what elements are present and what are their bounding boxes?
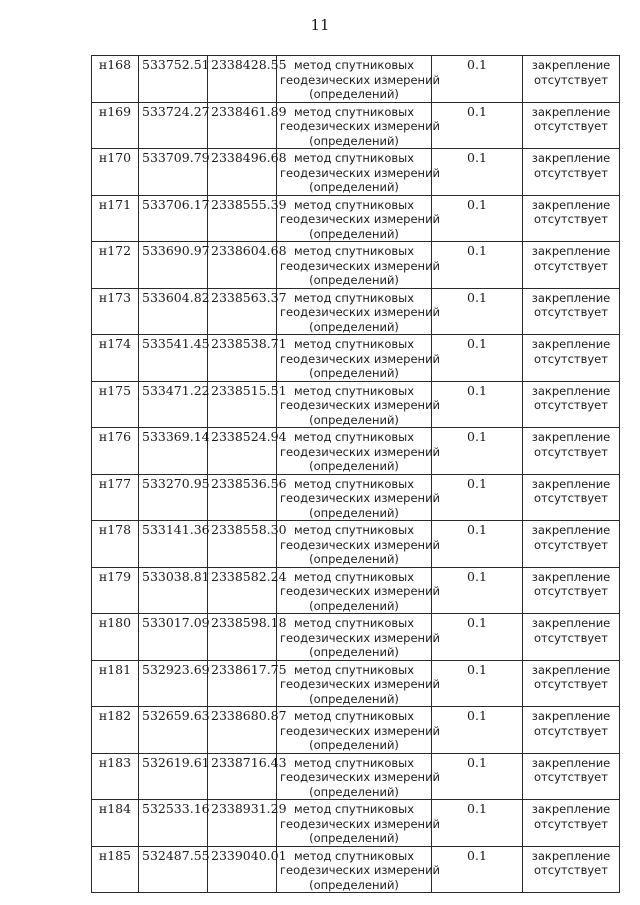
- fixation-line: отсутствует: [534, 119, 608, 133]
- point-id-cell: н171: [92, 195, 139, 242]
- method-line: (определений): [309, 645, 399, 659]
- page-number: 11: [310, 16, 330, 34]
- y-coordinate-cell: 2338496.68: [208, 149, 277, 196]
- method-line: геодезических измерений: [280, 165, 441, 180]
- coordinates-table-body: [92, 56, 620, 893]
- method-line: геодезических измерений: [280, 491, 441, 505]
- x-coordinate-cell: 533038.81: [139, 567, 208, 614]
- method-line: (определений): [309, 87, 399, 101]
- method-line: метод спутниковых: [293, 430, 415, 444]
- fixation-line: закрепление: [531, 662, 611, 677]
- point-id-cell: н182: [92, 707, 139, 754]
- table-row: [92, 242, 620, 289]
- point-id-cell: н179: [92, 567, 139, 614]
- method-line: (определений): [309, 598, 399, 613]
- method-line: метод спутниковых: [293, 244, 415, 258]
- accuracy-cell: 0.1: [432, 521, 523, 568]
- method-line: метод спутниковых: [293, 290, 415, 305]
- y-coordinate-cell: 2338536.56: [208, 474, 277, 521]
- method-line: метод спутниковых: [293, 523, 415, 537]
- fixation-line: закрепление: [531, 337, 611, 351]
- method-line: геодезических измерений: [280, 444, 441, 459]
- accuracy-cell: 0.1: [432, 707, 523, 754]
- table-row: [92, 56, 620, 103]
- y-coordinate-cell: 2338461.89: [208, 102, 277, 149]
- method-line: метод спутниковых: [293, 709, 415, 723]
- method-line: геодезических измерений: [280, 537, 441, 552]
- method-cell: [277, 753, 441, 800]
- point-id-cell: н184: [92, 800, 139, 847]
- method-line: метод спутниковых: [293, 755, 415, 770]
- coordinates-table: [91, 55, 620, 893]
- fixation-line: отсутствует: [534, 258, 608, 273]
- method-line: (определений): [309, 784, 399, 799]
- fixation-cell: [523, 56, 620, 103]
- fixation-cell: [523, 707, 620, 754]
- accuracy-cell: 0.1: [432, 288, 523, 335]
- fixation-line: отсутствует: [534, 72, 608, 87]
- fixation-cell: [523, 335, 620, 382]
- point-id-cell: н178: [92, 521, 139, 568]
- method-cell: [277, 102, 441, 149]
- point-id-cell: н185: [92, 846, 139, 893]
- fixation-cell: [523, 381, 620, 428]
- fixation-line: закрепление: [531, 569, 611, 584]
- fixation-cell: [523, 102, 620, 149]
- fixation-line: отсутствует: [534, 491, 608, 505]
- table-row: [92, 381, 620, 428]
- method-cell: [277, 614, 441, 661]
- fixation-line: закрепление: [531, 523, 611, 537]
- table-row: [92, 660, 620, 707]
- method-line: геодезических измерений: [280, 305, 441, 319]
- fixation-cell: [523, 428, 620, 475]
- method-line: (определений): [309, 877, 399, 892]
- accuracy-cell: 0.1: [432, 56, 523, 103]
- fixation-line: отсутствует: [534, 165, 608, 180]
- method-cell: [277, 335, 441, 382]
- table-row: [92, 102, 620, 149]
- point-id-cell: н183: [92, 753, 139, 800]
- method-cell: [277, 800, 441, 847]
- x-coordinate-cell: 533471.22: [139, 381, 208, 428]
- method-line: метод спутниковых: [293, 197, 415, 212]
- fixation-line: закрепление: [531, 755, 611, 770]
- fixation-cell: [523, 660, 620, 707]
- x-coordinate-cell: 532487.55: [139, 846, 208, 893]
- method-cell: [277, 521, 441, 568]
- x-coordinate-cell: 533541.45: [139, 335, 208, 382]
- y-coordinate-cell: 2338558.30: [208, 521, 277, 568]
- method-line: (определений): [309, 180, 399, 194]
- point-id-cell: н170: [92, 149, 139, 196]
- accuracy-cell: 0.1: [432, 800, 523, 847]
- y-coordinate-cell: 2338538.71: [208, 335, 277, 382]
- fixation-cell: [523, 521, 620, 568]
- x-coordinate-cell: 532659.63: [139, 707, 208, 754]
- method-line: метод спутниковых: [293, 104, 415, 119]
- fixation-line: отсутствует: [534, 398, 608, 412]
- point-id-cell: н176: [92, 428, 139, 475]
- method-line: метод спутниковых: [293, 662, 415, 677]
- accuracy-cell: 0.1: [432, 753, 523, 800]
- point-id-cell: н168: [92, 56, 139, 103]
- method-cell: [277, 567, 441, 614]
- fixation-line: отсутствует: [534, 305, 608, 319]
- method-line: (определений): [309, 319, 399, 334]
- method-line: геодезических измерений: [280, 630, 441, 645]
- point-id-cell: н169: [92, 102, 139, 149]
- table-row: [92, 521, 620, 568]
- x-coordinate-cell: 533709.79: [139, 149, 208, 196]
- fixation-line: отсутствует: [534, 770, 608, 784]
- table-row: [92, 707, 620, 754]
- method-line: геодезических измерений: [280, 119, 441, 133]
- fixation-cell: [523, 800, 620, 847]
- fixation-line: отсутствует: [534, 537, 608, 552]
- fixation-line: закрепление: [531, 104, 611, 119]
- table-row: [92, 846, 620, 893]
- fixation-line: закрепление: [531, 848, 611, 863]
- accuracy-cell: 0.1: [432, 149, 523, 196]
- method-line: геодезических измерений: [280, 351, 441, 366]
- y-coordinate-cell: 2338931.29: [208, 800, 277, 847]
- y-coordinate-cell: 2338716.43: [208, 753, 277, 800]
- x-coordinate-cell: 532619.61: [139, 753, 208, 800]
- fixation-line: отсутствует: [534, 351, 608, 366]
- method-line: (определений): [309, 459, 399, 473]
- method-line: геодезических измерений: [280, 816, 441, 831]
- accuracy-cell: 0.1: [432, 660, 523, 707]
- method-line: (определений): [309, 505, 399, 520]
- y-coordinate-cell: 2338563.37: [208, 288, 277, 335]
- method-cell: [277, 428, 441, 475]
- fixation-line: отсутствует: [534, 677, 608, 691]
- y-coordinate-cell: 2338582.24: [208, 567, 277, 614]
- accuracy-cell: 0.1: [432, 242, 523, 289]
- method-line: геодезических измерений: [280, 770, 441, 784]
- fixation-line: отсутствует: [534, 863, 608, 877]
- fixation-line: закрепление: [531, 616, 611, 630]
- accuracy-cell: 0.1: [432, 381, 523, 428]
- method-line: геодезических измерений: [280, 212, 441, 226]
- x-coordinate-cell: 533017.09: [139, 614, 208, 661]
- accuracy-cell: 0.1: [432, 195, 523, 242]
- y-coordinate-cell: 2338515.51: [208, 381, 277, 428]
- method-line: метод спутниковых: [293, 151, 415, 165]
- table-row: [92, 800, 620, 847]
- y-coordinate-cell: 2338555.39: [208, 195, 277, 242]
- fixation-line: закрепление: [531, 197, 611, 212]
- method-line: геодезических измерений: [280, 398, 441, 412]
- fixation-line: отсутствует: [534, 212, 608, 226]
- method-line: (определений): [309, 552, 399, 566]
- point-id-cell: н180: [92, 614, 139, 661]
- table-row: [92, 753, 620, 800]
- y-coordinate-cell: 2338524.94: [208, 428, 277, 475]
- method-cell: [277, 381, 441, 428]
- fixation-line: закрепление: [531, 151, 611, 165]
- method-line: геодезических измерений: [280, 723, 441, 738]
- fixation-line: закрепление: [531, 290, 611, 305]
- point-id-cell: н175: [92, 381, 139, 428]
- x-coordinate-cell: 533724.27: [139, 102, 208, 149]
- fixation-line: закрепление: [531, 709, 611, 723]
- method-line: (определений): [309, 366, 399, 380]
- method-line: метод спутниковых: [293, 58, 415, 72]
- y-coordinate-cell: 2339040.01: [208, 846, 277, 893]
- accuracy-cell: 0.1: [432, 567, 523, 614]
- accuracy-cell: 0.1: [432, 846, 523, 893]
- table-row: [92, 567, 620, 614]
- method-cell: [277, 56, 441, 103]
- method-line: метод спутниковых: [293, 848, 415, 863]
- method-line: метод спутниковых: [293, 383, 415, 398]
- fixation-cell: [523, 567, 620, 614]
- fixation-cell: [523, 195, 620, 242]
- method-line: (определений): [309, 691, 399, 706]
- y-coordinate-cell: 2338604.68: [208, 242, 277, 289]
- method-line: геодезических измерений: [280, 72, 441, 87]
- y-coordinate-cell: 2338617.75: [208, 660, 277, 707]
- fixation-line: отсутствует: [534, 584, 608, 598]
- method-cell: [277, 195, 441, 242]
- method-line: метод спутниковых: [293, 569, 415, 584]
- method-line: метод спутниковых: [293, 802, 415, 816]
- method-cell: [277, 846, 441, 893]
- accuracy-cell: 0.1: [432, 428, 523, 475]
- x-coordinate-cell: 533369.14: [139, 428, 208, 475]
- method-line: (определений): [309, 831, 399, 845]
- fixation-cell: [523, 846, 620, 893]
- point-id-cell: н174: [92, 335, 139, 382]
- x-coordinate-cell: 533141.36: [139, 521, 208, 568]
- fixation-cell: [523, 614, 620, 661]
- accuracy-cell: 0.1: [432, 335, 523, 382]
- fixation-line: закрепление: [531, 802, 611, 816]
- method-cell: [277, 288, 441, 335]
- point-id-cell: н177: [92, 474, 139, 521]
- fixation-cell: [523, 288, 620, 335]
- fixation-cell: [523, 149, 620, 196]
- accuracy-cell: 0.1: [432, 614, 523, 661]
- fixation-cell: [523, 242, 620, 289]
- fixation-line: отсутствует: [534, 630, 608, 645]
- table-row: [92, 428, 620, 475]
- x-coordinate-cell: 533706.17: [139, 195, 208, 242]
- method-line: (определений): [309, 133, 399, 148]
- fixation-line: закрепление: [531, 244, 611, 258]
- accuracy-cell: 0.1: [432, 474, 523, 521]
- fixation-line: закрепление: [531, 58, 611, 72]
- method-cell: [277, 149, 441, 196]
- x-coordinate-cell: 532533.16: [139, 800, 208, 847]
- method-line: геодезических измерений: [280, 584, 441, 598]
- y-coordinate-cell: 2338680.87: [208, 707, 277, 754]
- method-cell: [277, 474, 441, 521]
- method-line: метод спутниковых: [293, 616, 415, 630]
- method-line: (определений): [309, 226, 399, 241]
- fixation-line: закрепление: [531, 430, 611, 444]
- point-id-cell: н181: [92, 660, 139, 707]
- method-line: метод спутниковых: [293, 476, 415, 491]
- fixation-line: закрепление: [531, 476, 611, 491]
- method-line: (определений): [309, 273, 399, 287]
- y-coordinate-cell: 2338428.55: [208, 56, 277, 103]
- method-cell: [277, 242, 441, 289]
- table-row: [92, 614, 620, 661]
- method-line: геодезических измерений: [280, 863, 441, 877]
- method-line: геодезических измерений: [280, 258, 441, 273]
- table-row: [92, 335, 620, 382]
- fixation-line: отсутствует: [534, 444, 608, 459]
- table-row: [92, 195, 620, 242]
- x-coordinate-cell: 533604.82: [139, 288, 208, 335]
- method-cell: [277, 660, 441, 707]
- table-row: [92, 474, 620, 521]
- table-row: [92, 149, 620, 196]
- method-cell: [277, 707, 441, 754]
- fixation-cell: [523, 753, 620, 800]
- y-coordinate-cell: 2338598.18: [208, 614, 277, 661]
- table-row: [92, 288, 620, 335]
- method-line: (определений): [309, 412, 399, 427]
- fixation-line: отсутствует: [534, 723, 608, 738]
- method-line: (определений): [309, 738, 399, 752]
- fixation-cell: [523, 474, 620, 521]
- method-line: геодезических измерений: [280, 677, 441, 691]
- fixation-line: закрепление: [531, 383, 611, 398]
- point-id-cell: н172: [92, 242, 139, 289]
- x-coordinate-cell: 533270.95: [139, 474, 208, 521]
- x-coordinate-cell: 532923.69: [139, 660, 208, 707]
- method-line: метод спутниковых: [293, 337, 415, 351]
- fixation-line: отсутствует: [534, 816, 608, 831]
- x-coordinate-cell: 533690.97: [139, 242, 208, 289]
- point-id-cell: н173: [92, 288, 139, 335]
- accuracy-cell: 0.1: [432, 102, 523, 149]
- x-coordinate-cell: 533752.51: [139, 56, 208, 103]
